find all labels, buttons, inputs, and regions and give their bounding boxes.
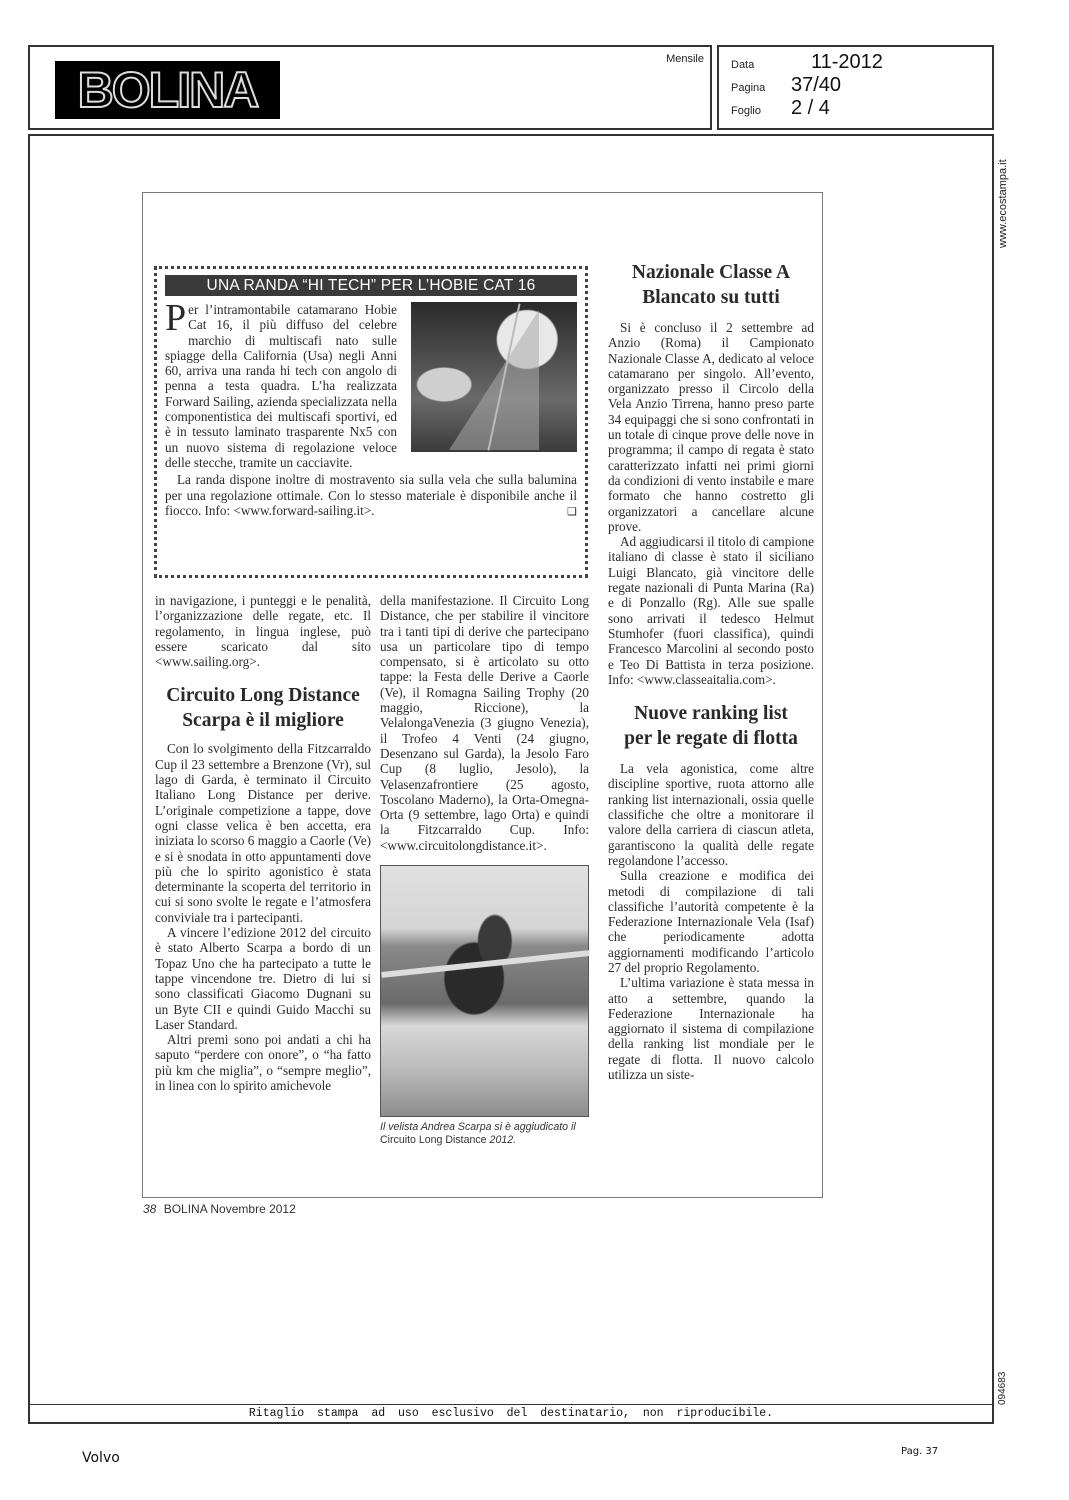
sidebox-para-2: La randa dispone inoltre di mostravento sia sulla vela che sulla balumina per una regolazione ottimale. Con lo stesso materiale è disponibile anche il fiocco. Info: <www.forward-sailing.it>. bbox=[165, 472, 577, 518]
side-url: www.ecostampa.it bbox=[997, 159, 1009, 248]
magazine-page-footer bbox=[143, 1202, 296, 1216]
magazine-page-number: 38 bbox=[143, 1202, 157, 1216]
sailor-photo bbox=[380, 865, 589, 1117]
foglio-label: Foglio bbox=[731, 105, 761, 117]
caption-italic-1: Il velista Andrea Scarpa si è aggiudicato il bbox=[380, 1121, 576, 1134]
client-name: Volvo bbox=[82, 1450, 120, 1466]
sidebox-text-left bbox=[165, 297, 397, 470]
boom-shape bbox=[381, 950, 589, 978]
col-b-para-1: della manifestazione. Il Circuito Long Distance, che per stabilire il vincitore tra i tanti tipi di derive che partecipano usa un particolare tipo di tempo compensato, si è articolato su otto tappe: la Festa delle Derive a Caorle (Ve), il Romagna Sailing Trophy (20 maggio, Riccione), la VelalongaVenezia (3 giugno Venezia), il Trofeo 4 Venti (24 giugno, Desenzano sul Garda), la Jesolo Faro Cup (8 luglio, Jesolo), la Velasenzafrontiere (25 agosto, Toscolano Maderno), la Orta-Omegna-Orta (9 settembre, lago Orta) e quindi la Fitzcarraldo Cup. Info: <www.circuitolongdistance.it>. bbox=[380, 593, 589, 853]
col-a-para-3: Altri premi sono poi andati a chi ha saputo “perdere con onore”, o “ha fatto più km che miglia”, o “sempre meglio”, in linea con lo spirito amichevole bbox=[155, 1032, 371, 1094]
foglio-value: 2 / 4 bbox=[791, 97, 830, 119]
col-c-para-1: Si è concluso il 2 settembre ad Anzio (Roma) il Campionato Nazionale Classe A, dedicato al veloce catamarano per singolo. All’evento, organizzato presso il Circolo della Vela Anzio Tirrena, hanno preso parte 34 equipaggi che si sono confrontati in un totale di cinque prove delle nove in programma; il campo di regata è stato caratterizzato infatti nei primi giorni da condizioni di vento instabile e mare formato che hanno costretto gli organizzatori a cancellare alcune prove. bbox=[608, 320, 814, 534]
sidebox-para-2-wrap bbox=[165, 472, 577, 518]
data-value: 11-2012 bbox=[811, 51, 883, 73]
meta-data-row bbox=[731, 51, 883, 74]
heading-ranking-line2: per le regate di flotta bbox=[624, 728, 798, 750]
pagina-value: 37/40 bbox=[791, 74, 842, 96]
column-c bbox=[608, 260, 814, 1082]
magazine-issue: BOLINA Novembre 2012 bbox=[163, 1202, 296, 1216]
sidebox-para-1: er l’intramontabile catamarano Hobie Cat 16, il più diffuso del celebre marchio di multiscafi nato sulle spiagge della California (Usa) negli Anni 60, arriva una randa hi tech con angolo di penna a testa quadra. L’ha realizzata Forward Sailing, azienda specializzata nella componentistica dei multiscafi sportivi, ed è in tessuto laminato trasparente Nx5 con un nuovo sistema di regolazione veloce delle stecche, tramite un cacciavite. bbox=[165, 302, 397, 470]
heading-classe-a-line1: Nazionale Classe A bbox=[631, 262, 791, 283]
col-a-para-1: Con lo svolgimento della Fitzcarraldo Cup il 23 settembre a Brenzone (Vr), sul lago di Garda, è terminato il Circuito Italiano Long Distance per derive. L’originale competizione a tappe, dove ogni classe velica è ben accetta, era iniziata lo scorso 6 maggio a Caorle (Ve) e si è snodata in otto appuntamenti dove più che lo spirito agonistico è stata determinante la scoperta del territorio in cui si sono svolte le regate e l’atmosfera conviviale tra i partecipanti. bbox=[155, 741, 371, 925]
column-a bbox=[155, 593, 371, 1093]
col-a-para-2: A vincere l’edizione 2012 del circuito è stato Alberto Scarpa a bordo di un Topaz Uno che ha partecipato a tutte le tappe vincendone tre. Dietro di lui si sono classificati Giacomo Dugnani su un Byte CII e quindi Guido Macchi su Laser Standard. bbox=[155, 925, 371, 1032]
heading-classe-a bbox=[608, 260, 814, 310]
article-page bbox=[142, 192, 823, 1198]
heading-circuito-line2: Scarpa è il migliore bbox=[182, 710, 344, 732]
heading-ranking-line1: Nuove ranking list bbox=[634, 703, 788, 725]
dropcap: P bbox=[165, 297, 187, 339]
column-b bbox=[380, 593, 589, 1147]
caption-regular: Circuito Long Distance bbox=[380, 1134, 487, 1147]
heading-circuito bbox=[155, 683, 371, 733]
sidebox-title: UNA RANDA “HI TECH” PER L’HOBIE CAT 16 bbox=[165, 275, 577, 296]
col-c-para-4: Sulla creazione e modifica dei metodi di compilazione di tali classifiche l’autorità competente è la Federazione Internazionale Vela (Isaf) che periodicamente adotta aggiornamenti modificando l’articolo 27 del proprio Regolamento. bbox=[608, 868, 814, 975]
col-c-para-3: La vela agonistica, come altre discipline sportive, ruota attorno alle ranking list internazionali, ossia quelle classifiche che oltre a monitorare il valore della carriera di ciascun atleta, garantiscono la qualità delle regate regolandone l’accesso. bbox=[608, 761, 814, 868]
meta-pagina-row bbox=[731, 74, 841, 97]
bolina-logo bbox=[55, 61, 280, 119]
col-c-para-5: L’ultima variazione è stata messa in atto a settembre, quando la Federazione Internazionale ha aggiornato il sistema di compilazione della ranking list mondiale per le regate di flotta. Il nuovo calcolo utilizza un siste- bbox=[608, 975, 814, 1083]
caption-italic-2: 2012. bbox=[489, 1134, 517, 1147]
data-label: Data bbox=[731, 59, 755, 71]
copyright-notice: Ritaglio stampa ad uso esclusivo del destinatario, non riproducibile. bbox=[30, 1404, 992, 1422]
sidebox-hobie-cat bbox=[154, 266, 588, 578]
side-code: 094683 bbox=[997, 1371, 1008, 1405]
heading-classe-a-line2: Blancato su tutti bbox=[642, 287, 780, 308]
col-c-para-2: Ad aggiudicarsi il titolo di campione italiano di classe è stato il siciliano Luigi Blancato, già vincitore delle regate nazionali di Punta Marina (Ra) e di Ponzallo (Rg). Alle sue spalle sono arrivati il tedesco Helmut Stumhofer (fuori classifica), quindi Francesco Marcolini al secondo posto e Teo Di Battista in terza posizione. Info: <www.classeaitalia.com>. bbox=[608, 534, 814, 687]
end-mark-icon: ❏ bbox=[567, 504, 577, 518]
col-a-continued: in navigazione, i punteggi e le penalità, l’organizzazione delle regate, etc. Il regolamento, in lingua inglese, può essere scaricato dal sito <www.sailing.org>. bbox=[155, 593, 371, 670]
meta-foglio-row bbox=[731, 97, 830, 120]
masthead-box bbox=[28, 45, 712, 130]
logo-text: BOLINA bbox=[77, 62, 258, 118]
photo-caption bbox=[380, 1121, 589, 1147]
heading-circuito-line1: Circuito Long Distance bbox=[166, 685, 360, 707]
sail-shape bbox=[449, 310, 539, 450]
sail-photo bbox=[411, 302, 577, 452]
document-page: Pag. 37 bbox=[901, 1446, 939, 1457]
heading-ranking bbox=[608, 701, 814, 751]
pagina-label: Pagina bbox=[731, 82, 766, 94]
periodicity-label: Mensile bbox=[666, 53, 704, 65]
sidebox-body bbox=[165, 297, 577, 518]
meta-box bbox=[717, 45, 994, 130]
